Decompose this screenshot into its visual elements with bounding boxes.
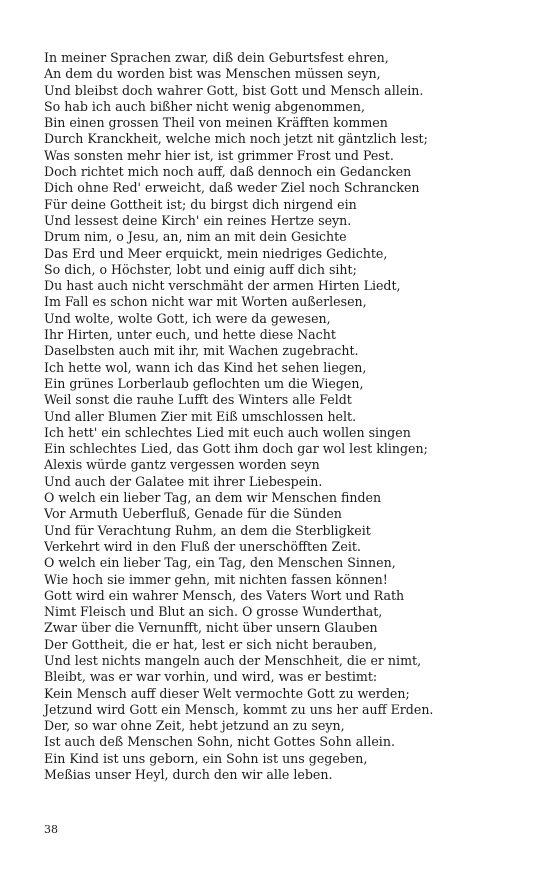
poem-line: Weil sonst die rauhe Lufft des Winters alle Feldt xyxy=(44,392,352,408)
poem-line: So hab ich auch bißher nicht wenig abgenommen, xyxy=(44,98,365,114)
poem-line: Bin einen grossen Theil von meinen Kräfften kommen xyxy=(44,115,388,131)
poem-line: O welch ein lieber Tag, an dem wir Menschen finden xyxy=(44,490,382,506)
poem-line: Vor Armuth Ueberfluß, Genade für die Sünden xyxy=(44,506,342,522)
poem-line: Jetzund wird Gott ein Mensch, kommt zu uns her auff Erden. xyxy=(44,701,434,717)
poem-line: Und für Verachtung Ruhm, an dem die Sterbligkeit xyxy=(44,522,371,538)
poem-line: Gott wird ein wahrer Mensch, des Vaters Wort und Rath xyxy=(44,587,405,603)
poem-line: Und auch der Galatee mit ihrer Liebespein. xyxy=(44,473,323,489)
poem-line: Kein Mensch auff dieser Welt vermochte Gott zu werden; xyxy=(44,685,410,701)
poem-line: Drum nim, o Jesu, an, nim an mit dein Gesichte xyxy=(44,229,347,245)
poem-line: Ein schlechtes Lied, das Gott ihm doch gar wol lest klingen; xyxy=(44,441,428,457)
poem-line: In meiner Sprachen zwar, diß dein Geburtsfest ehren, xyxy=(44,50,389,65)
poem-line: O welch ein lieber Tag, ein Tag, den Menschen Sinnen, xyxy=(44,555,396,571)
page-number: 38 xyxy=(44,823,58,836)
poem-line: Das Erd und Meer erquickt, mein niedriges Gedichte, xyxy=(44,245,388,261)
poem-line: Verkehrt wird in den Fluß der unerschöfften Zeit. xyxy=(44,538,361,554)
poem-line: Du hast auch nicht verschmäht der armen Hirten Liedt, xyxy=(44,278,401,294)
poem-line: So dich, o Höchster, lobt und einig auff dich siht; xyxy=(44,261,357,277)
poem-line: Und lessest deine Kirch' ein reines Hertze seyn. xyxy=(44,212,352,228)
poem-line: Wie hoch sie immer gehn, mit nichten fassen können! xyxy=(44,571,388,587)
poem-text xyxy=(44,50,514,783)
poem-line: Daselbsten auch mit ihr, mit Wachen zugebracht. xyxy=(44,343,359,359)
poem-line: Was sonsten mehr hier ist, ist grimmer Frost und Pest. xyxy=(44,147,394,163)
poem-line: Der Gottheit, die er hat, lest er sich nicht berauben, xyxy=(44,636,377,652)
poem-line: Und bleibst doch wahrer Gott, bist Gott und Mensch allein. xyxy=(44,82,424,98)
poem-line: Bleibt, was er war vorhin, und wird, was er bestimt: xyxy=(44,669,378,685)
poem-line: Nimt Fleisch und Blut an sich. O grosse Wunderthat, xyxy=(44,604,383,620)
poem-line: Alexis würde gantz vergessen worden seyn xyxy=(44,457,320,473)
poem-line: Ein Kind ist uns geborn, ein Sohn ist uns gegeben, xyxy=(44,750,368,766)
poem-line: Und lest nichts mangeln auch der Menschheit, die er nimt, xyxy=(44,652,422,668)
poem-line: Durch Kranckheit, welche mich noch jetzt nit gäntzlich lest; xyxy=(44,131,428,147)
poem-line: Ihr Hirten, unter euch, und hette diese Nacht xyxy=(44,327,336,343)
poem-line: Meßias unser Heyl, durch den wir alle leben. xyxy=(44,767,333,783)
poem-line: Im Fall es schon nicht war mit Worten außerlesen, xyxy=(44,294,367,310)
poem-line: Und wolte, wolte Gott, ich were da gewesen, xyxy=(44,310,331,326)
poem-line: Der, so war ohne Zeit, hebt jetzund an zu seyn, xyxy=(44,718,345,734)
poem-line: Ist auch deß Menschen Sohn, nicht Gottes Sohn allein. xyxy=(44,734,395,750)
poem-line: Ein grünes Lorberlaub geflochten um die Wiegen, xyxy=(44,375,364,391)
poem-line: Und aller Blumen Zier mit Eiß umschlossen helt. xyxy=(44,408,357,424)
poem-line: Für deine Gottheit ist; du birgst dich nirgend ein xyxy=(44,196,357,212)
poem-line: Ich hette wol, wann ich das Kind het sehen liegen, xyxy=(44,359,367,375)
poem-line: Doch richtet mich noch auff, daß dennoch ein Gedancken xyxy=(44,164,412,180)
poem-line: An dem du worden bist was Menschen müssen seyn, xyxy=(44,66,381,82)
poem-line: Dich ohne Red' erweicht, daß weder Ziel noch Schrancken xyxy=(44,180,420,196)
poem-line: Zwar über die Vernunfft, nicht über unsern Glauben xyxy=(44,620,378,636)
poem-line: Ich hett' ein schlechtes Lied mit euch auch wollen singen xyxy=(44,424,411,440)
